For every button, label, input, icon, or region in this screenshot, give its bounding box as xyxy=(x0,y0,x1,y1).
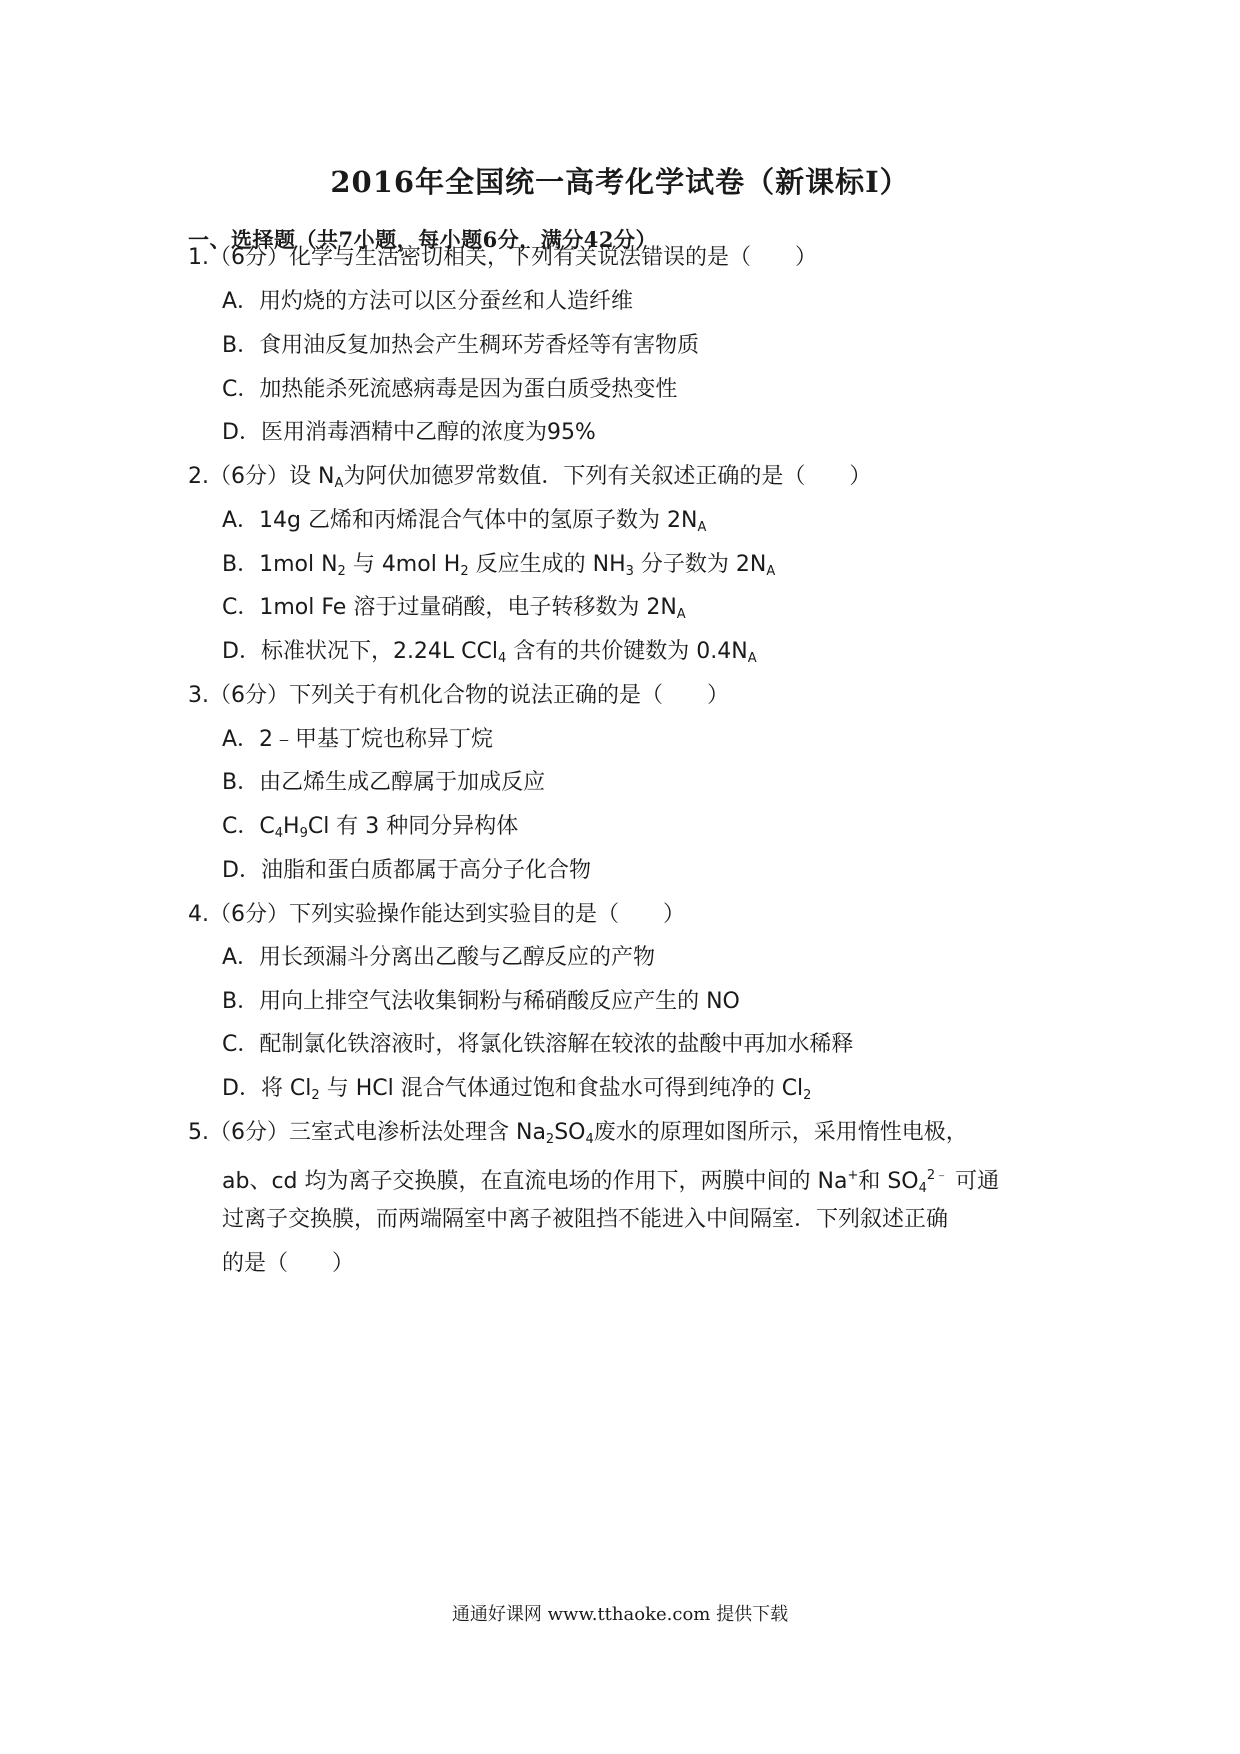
question-1-option-d: D．医用消毒酒精中乙醇的浓度为95% xyxy=(222,420,596,445)
question-1-stem: 1.（6分）化学与生活密切相关，下列有关说法错误的是（ ） xyxy=(188,245,817,270)
question-4-stem: 4.（6分）下列实验操作能达到实验目的是（ ） xyxy=(188,902,685,927)
question-3-option-b: B．由乙烯生成乙醇属于加成反应 xyxy=(222,770,546,795)
question-5-stem-line-2: ab、cd 均为离子交换膜，在直流电场的作用下，两膜中间的 Na+和 $SO_4^{2﹣}$ 可通 xyxy=(222,1168,1000,1196)
question-2-stem: 2.（6分）设 $N_A$为阿伏加德罗常数值．下列有关叙述正确的是（ ） xyxy=(188,464,872,491)
section-heading: 一、选择题（共7小题，每小题6分，满分42分） xyxy=(188,227,657,252)
question-5-stem-line-3: 过离子交换膜，而两端隔室中离子被阻挡不能进入中间隔室．下列叙述正确 xyxy=(222,1207,949,1232)
question-5-stem-line-1: 5.（6分）三室式电渗析法处理含 $Na_2SO_4$废水的原理如图所示，采用惰性电极， xyxy=(188,1120,968,1147)
question-4-option-a: A．用长颈漏斗分离出乙酸与乙醇反应的产物 xyxy=(222,945,656,970)
question-4-option-c: C．配制氯化铁溶液时，将氯化铁溶解在较浓的盐酸中再加水稀释 xyxy=(222,1032,854,1057)
question-1-option-b: B．食用油反复加热会产生稠环芳香烃等有害物质 xyxy=(222,333,700,358)
question-3-stem: 3.（6分）下列关于有机化合物的说法正确的是（ ） xyxy=(188,683,729,708)
question-3-option-c: C．$C_4H_9Cl$ 有 3 种同分异构体 xyxy=(222,814,519,841)
page-footer: 通通好课网 www.tthaoke.com 提供下载 xyxy=(451,1604,789,1625)
question-3-option-a: A．2﹣甲基丁烷也称异丁烷 xyxy=(222,727,494,752)
question-2-option-c: C．1mol Fe 溶于过量硝酸，电子转移数为 $2N_A$ xyxy=(222,595,686,622)
question-4-option-d: D．将 $Cl_2$ 与 HCl 混合气体通过饱和食盐水可得到纯净的 $Cl_2$ xyxy=(222,1076,812,1103)
question-3-option-d: D．油脂和蛋白质都属于高分子化合物 xyxy=(222,858,591,883)
question-5-stem-line-4: 的是（ ） xyxy=(222,1251,355,1276)
question-2-option-a: A．14g 乙烯和丙烯混合气体中的氢原子数为 $2N_A$ xyxy=(222,508,707,535)
question-1-option-a: A．用灼烧的方法可以区分蚕丝和人造纤维 xyxy=(222,289,634,314)
page-title: 2016年全国统一高考化学试卷（新课标Ⅰ） xyxy=(330,165,910,199)
question-2-option-d: D．标准状况下，2.24L CCl$_4$ 含有的共价键数为 $0.4N_A$ xyxy=(222,639,757,666)
question-4-option-b: B．用向上排空气法收集铜粉与稀硝酸反应产生的 NO xyxy=(222,989,740,1014)
question-2-option-b: B．1mol $N_2$ 与 4mol $H_2$ 反应生成的 $NH_3$ 分子数为 $2N_A$ xyxy=(222,552,776,579)
question-1-option-c: C．加热能杀死流感病毒是因为蛋白质受热变性 xyxy=(222,377,678,402)
